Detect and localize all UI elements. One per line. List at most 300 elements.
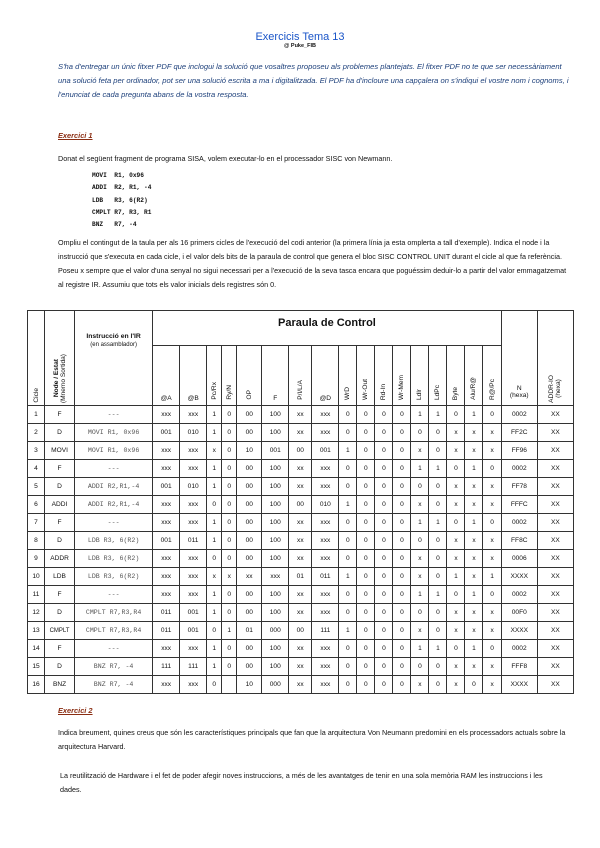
table-cell: 0 bbox=[429, 442, 447, 460]
table-cell: 1 bbox=[429, 406, 447, 424]
table-cell: 1 bbox=[207, 514, 222, 532]
page-title: Exercicis Tema 13 bbox=[255, 31, 345, 43]
table-cell: xx bbox=[289, 676, 312, 694]
table-cell: 0 bbox=[375, 424, 393, 442]
table-cell: x bbox=[483, 676, 501, 694]
table-cell: XX bbox=[537, 532, 573, 550]
column-header: Pc/Rx bbox=[210, 382, 218, 400]
table-cell: 0 bbox=[222, 514, 237, 532]
table-cell: 0 bbox=[375, 550, 393, 568]
table-cell: 0 bbox=[429, 676, 447, 694]
table-row bbox=[28, 676, 574, 694]
control-word-table bbox=[27, 310, 574, 694]
cell-cicle: 13 bbox=[28, 622, 45, 640]
table-cell: 1 bbox=[465, 640, 483, 658]
table-cell: 00 bbox=[237, 406, 262, 424]
table-cell: xxx bbox=[312, 532, 339, 550]
table-cell: XX bbox=[537, 424, 573, 442]
cell-cicle: 16 bbox=[28, 676, 45, 694]
header-instruction-sub: (en assamblador) bbox=[90, 342, 137, 348]
table-cell: 0 bbox=[222, 424, 237, 442]
table-cell: 1 bbox=[411, 514, 429, 532]
table-cell: FF8C bbox=[501, 532, 537, 550]
table-cell: 00 bbox=[237, 604, 262, 622]
table-cell: 100 bbox=[262, 550, 289, 568]
table-cell: 011 bbox=[153, 622, 180, 640]
table-cell: x bbox=[483, 550, 501, 568]
table-cell: x bbox=[411, 550, 429, 568]
table-cell: 0 bbox=[411, 424, 429, 442]
table-cell: XX bbox=[537, 568, 573, 586]
table-cell: 100 bbox=[262, 514, 289, 532]
table-cell: 0 bbox=[393, 586, 411, 604]
table-cell: 111 bbox=[180, 658, 207, 676]
table-cell: xx bbox=[289, 640, 312, 658]
table-cell: 0 bbox=[393, 406, 411, 424]
table-cell: 0 bbox=[393, 676, 411, 694]
table-cell: 00 bbox=[237, 640, 262, 658]
table-cell: xxx bbox=[312, 676, 339, 694]
table-cell: xxx bbox=[312, 586, 339, 604]
table-cell: x bbox=[465, 658, 483, 676]
table-cell: 0 bbox=[411, 604, 429, 622]
table-cell: xx bbox=[289, 406, 312, 424]
table-header bbox=[28, 311, 574, 406]
table-cell: 1 bbox=[411, 640, 429, 658]
table-cell: xxx bbox=[312, 424, 339, 442]
table-cell: 00 bbox=[237, 550, 262, 568]
table-cell: 0 bbox=[483, 640, 501, 658]
exercise-1-statement: Donat el següent fragment de programa SISA, volem executar-lo en el processador SISC von Newmann. bbox=[58, 154, 393, 163]
table-cell: 00 bbox=[289, 622, 312, 640]
table-cell: 100 bbox=[262, 424, 289, 442]
table-cell: xxx bbox=[262, 568, 289, 586]
header-node-sub: (Mnemo Sortida) bbox=[59, 353, 67, 403]
table-cell: 100 bbox=[262, 604, 289, 622]
table-cell: xxx bbox=[312, 406, 339, 424]
table-cell: 0 bbox=[222, 604, 237, 622]
header-instruction: Instrucció en l'IR bbox=[86, 333, 141, 340]
table-row bbox=[28, 424, 574, 442]
table-cell: 0 bbox=[222, 442, 237, 460]
table-cell: xxx bbox=[180, 406, 207, 424]
table-cell: XXXX bbox=[501, 622, 537, 640]
table-cell: 00 bbox=[237, 496, 262, 514]
table-cell: x bbox=[465, 568, 483, 586]
cell-cicle: 5 bbox=[28, 478, 45, 496]
table-cell: 1 bbox=[465, 406, 483, 424]
table-cell: 0 bbox=[339, 604, 357, 622]
table-cell: x bbox=[411, 676, 429, 694]
table-cell: 10 bbox=[237, 676, 262, 694]
table-cell: 100 bbox=[262, 406, 289, 424]
table-cell: x bbox=[411, 442, 429, 460]
cell-node: ADDR bbox=[45, 550, 75, 568]
table-cell: 0 bbox=[357, 514, 375, 532]
table-cell: 001 bbox=[312, 442, 339, 460]
table-cell: XX bbox=[537, 640, 573, 658]
table-cell: x bbox=[411, 496, 429, 514]
column-header: Ldlr bbox=[416, 389, 424, 400]
table-row bbox=[28, 496, 574, 514]
cell-node: D bbox=[45, 478, 75, 496]
table-cell: x bbox=[483, 478, 501, 496]
table-cell: 0 bbox=[339, 514, 357, 532]
table-cell: 0 bbox=[393, 658, 411, 676]
cell-instruction: --- bbox=[75, 460, 153, 478]
table-cell: XX bbox=[537, 406, 573, 424]
column-header: P/I/L/A bbox=[296, 380, 304, 400]
column-header: Alu/R@ bbox=[470, 377, 478, 400]
table-cell: 00 bbox=[237, 532, 262, 550]
column-header: OP bbox=[245, 390, 253, 400]
cell-cicle: 15 bbox=[28, 658, 45, 676]
table-cell: 0 bbox=[222, 550, 237, 568]
table-cell: x bbox=[207, 568, 222, 586]
header-paraula-control: Paraula de Control bbox=[278, 317, 376, 329]
table-cell: 0 bbox=[357, 640, 375, 658]
table-cell: x bbox=[465, 496, 483, 514]
code-line: LDB R3, 6(R2) bbox=[92, 196, 148, 204]
table-body bbox=[28, 406, 574, 694]
table-cell: x bbox=[465, 424, 483, 442]
table-cell: 00 bbox=[237, 478, 262, 496]
table-cell: xxx bbox=[312, 460, 339, 478]
cell-instruction: BNZ R7, -4 bbox=[75, 676, 153, 694]
table-cell: xxx bbox=[312, 658, 339, 676]
code-line: CMPLT R7, R3, R1 bbox=[92, 208, 152, 216]
table-cell: 0002 bbox=[501, 406, 537, 424]
column-header: @B bbox=[187, 395, 199, 402]
table-cell: xxx bbox=[153, 676, 180, 694]
table-cell: 0 bbox=[357, 568, 375, 586]
table-cell: 100 bbox=[262, 586, 289, 604]
header-cicle: Cicle bbox=[32, 388, 40, 403]
table-cell: 0 bbox=[375, 658, 393, 676]
cell-cicle: 2 bbox=[28, 424, 45, 442]
table-cell: xxx bbox=[153, 460, 180, 478]
table-cell: xxx bbox=[180, 514, 207, 532]
table-row bbox=[28, 406, 574, 424]
exercise-2-statement: Indica breument, quines creus que són les característiques principals que fan que la arquitectura Von Neumann predomini en els processadors actuals sobre la arquitectura Harvard. bbox=[58, 728, 566, 751]
table-cell: xxx bbox=[180, 460, 207, 478]
table-cell: 001 bbox=[180, 604, 207, 622]
cell-instruction: LDB R3, 6(R2) bbox=[75, 550, 153, 568]
cell-instruction: MOVI R1, 0x96 bbox=[75, 442, 153, 460]
table-cell: 0 bbox=[339, 406, 357, 424]
table-cell: x bbox=[483, 496, 501, 514]
table-cell: XX bbox=[537, 496, 573, 514]
cell-node: D bbox=[45, 604, 75, 622]
table-cell: x bbox=[447, 478, 465, 496]
table-cell: xxx bbox=[153, 640, 180, 658]
table-cell: 0 bbox=[429, 568, 447, 586]
table-cell: 1 bbox=[411, 586, 429, 604]
table-cell: 0 bbox=[483, 586, 501, 604]
table-cell: x bbox=[447, 442, 465, 460]
cell-instruction: LDB R3, 6(R2) bbox=[75, 568, 153, 586]
table-cell: 0 bbox=[339, 478, 357, 496]
cell-node: F bbox=[45, 640, 75, 658]
column-header: LdPc bbox=[434, 384, 442, 400]
table-cell: 100 bbox=[262, 640, 289, 658]
table-cell: 0 bbox=[222, 406, 237, 424]
table-cell: 0 bbox=[339, 658, 357, 676]
table-row bbox=[28, 640, 574, 658]
page-subtitle: @ Puke_FIB bbox=[284, 43, 316, 49]
table-cell: 0 bbox=[429, 622, 447, 640]
table-cell: 0 bbox=[339, 586, 357, 604]
table-cell: x bbox=[483, 532, 501, 550]
table-cell: 0 bbox=[207, 550, 222, 568]
column-header: @A bbox=[160, 395, 172, 402]
table-cell: 100 bbox=[262, 496, 289, 514]
table-cell: 000 bbox=[262, 622, 289, 640]
table-cell: 0 bbox=[447, 640, 465, 658]
table-cell: 010 bbox=[180, 478, 207, 496]
table-cell: x bbox=[465, 550, 483, 568]
table-cell: 1 bbox=[339, 622, 357, 640]
cell-node: F bbox=[45, 514, 75, 532]
table-cell: 0 bbox=[222, 586, 237, 604]
table-cell: FF96 bbox=[501, 442, 537, 460]
table-cell: 010 bbox=[312, 496, 339, 514]
cell-cicle: 9 bbox=[28, 550, 45, 568]
table-cell: 0 bbox=[357, 442, 375, 460]
table-cell: 0 bbox=[222, 532, 237, 550]
table-cell: x bbox=[447, 496, 465, 514]
header-addr-sub: (hexa) bbox=[555, 379, 563, 399]
table-cell: 0 bbox=[357, 676, 375, 694]
table-cell: 0 bbox=[393, 496, 411, 514]
cell-cicle: 3 bbox=[28, 442, 45, 460]
table-cell: 1 bbox=[207, 424, 222, 442]
table-cell: x bbox=[222, 568, 237, 586]
column-header: F bbox=[273, 395, 278, 402]
table-cell: 0 bbox=[375, 442, 393, 460]
table-cell: x bbox=[447, 658, 465, 676]
table-cell: 0 bbox=[357, 532, 375, 550]
intro-paragraph: S'ha d'entregar un únic fitxer PDF que inclogui la solució que vosaltres proposeu als problemes plantejats. El fitxer PDF no te que ser necessàriament una solució feta per ordinador, pot ser una solució escrita a ma i digitalitzada. El PDF ha d'incloure una capçalera on s'indiqui el vostre nom i cognoms, i l'enunciat de cada pregunta abans de la vostra resposta. bbox=[58, 62, 569, 100]
table-cell: x bbox=[447, 532, 465, 550]
table-cell: 0 bbox=[339, 676, 357, 694]
table-cell: 0 bbox=[375, 514, 393, 532]
cell-cicle: 7 bbox=[28, 514, 45, 532]
column-header: Byte bbox=[452, 386, 460, 400]
table-cell: 001 bbox=[153, 478, 180, 496]
table-cell: 1 bbox=[207, 586, 222, 604]
table-row bbox=[28, 532, 574, 550]
table-cell: x bbox=[465, 442, 483, 460]
table-cell: xxx bbox=[180, 496, 207, 514]
table-row bbox=[28, 568, 574, 586]
table-row bbox=[28, 586, 574, 604]
table-cell: 0 bbox=[393, 640, 411, 658]
table-cell: xx bbox=[289, 604, 312, 622]
table-cell: 00 bbox=[237, 514, 262, 532]
table-cell: 000 bbox=[262, 676, 289, 694]
table-cell: FFFC bbox=[501, 496, 537, 514]
table-cell: 1 bbox=[207, 478, 222, 496]
table-cell: 100 bbox=[262, 478, 289, 496]
table-cell: 001 bbox=[153, 532, 180, 550]
table-cell: 0 bbox=[357, 622, 375, 640]
table-cell: xxx bbox=[153, 442, 180, 460]
table-cell: x bbox=[447, 676, 465, 694]
header-addr: ADDR-IO bbox=[548, 375, 556, 403]
exercise-2-heading: Exercici 2 bbox=[58, 706, 93, 715]
table-cell: 1 bbox=[411, 406, 429, 424]
table-cell: 1 bbox=[339, 496, 357, 514]
table-cell: 0 bbox=[357, 460, 375, 478]
table-cell: 0 bbox=[393, 424, 411, 442]
table-cell: 0 bbox=[393, 460, 411, 478]
table-cell: 0 bbox=[393, 514, 411, 532]
table-cell: 1 bbox=[429, 640, 447, 658]
cell-instruction: BNZ R7, -4 bbox=[75, 658, 153, 676]
table-row bbox=[28, 478, 574, 496]
cell-cicle: 8 bbox=[28, 532, 45, 550]
table-row bbox=[28, 460, 574, 478]
cell-instruction: MOVI R1, 0x96 bbox=[75, 424, 153, 442]
table-cell: 011 bbox=[180, 532, 207, 550]
table-cell: 0 bbox=[357, 586, 375, 604]
table-cell: x bbox=[447, 604, 465, 622]
cell-node: LDB bbox=[45, 568, 75, 586]
table-cell: 1 bbox=[207, 406, 222, 424]
cell-node: F bbox=[45, 586, 75, 604]
table-cell: x bbox=[465, 478, 483, 496]
cell-node: D bbox=[45, 658, 75, 676]
cell-cicle: 6 bbox=[28, 496, 45, 514]
table-cell: 1 bbox=[429, 514, 447, 532]
table-cell: x bbox=[465, 622, 483, 640]
table-cell: 0 bbox=[393, 604, 411, 622]
table-cell: 00 bbox=[289, 496, 312, 514]
table-cell: xxx bbox=[153, 514, 180, 532]
table-cell: xxx bbox=[180, 676, 207, 694]
table-cell: xx bbox=[289, 658, 312, 676]
table-cell: xxx bbox=[153, 550, 180, 568]
table-row bbox=[28, 604, 574, 622]
header-n-sub: (hexa) bbox=[509, 392, 529, 399]
cell-instruction: --- bbox=[75, 640, 153, 658]
table-cell: 0 bbox=[393, 568, 411, 586]
table-cell: 0 bbox=[207, 496, 222, 514]
table-cell: 0 bbox=[429, 496, 447, 514]
table-cell: 0 bbox=[357, 550, 375, 568]
table-cell: x bbox=[411, 568, 429, 586]
table-cell: 0 bbox=[375, 604, 393, 622]
table-cell: 0 bbox=[357, 658, 375, 676]
table-cell: 0 bbox=[357, 496, 375, 514]
cell-node: BNZ bbox=[45, 676, 75, 694]
table-cell: XX bbox=[537, 460, 573, 478]
table-cell: 0 bbox=[375, 676, 393, 694]
table-cell: 0 bbox=[411, 478, 429, 496]
cell-node: MOVI bbox=[45, 442, 75, 460]
table-cell: 0 bbox=[357, 406, 375, 424]
table-row bbox=[28, 658, 574, 676]
table-cell: xx bbox=[289, 478, 312, 496]
table-cell: xxx bbox=[180, 550, 207, 568]
table-cell: 1 bbox=[339, 568, 357, 586]
table-cell: XXXX bbox=[501, 676, 537, 694]
table-cell: x bbox=[483, 604, 501, 622]
table-cell: 00 bbox=[237, 424, 262, 442]
table-cell: xxx bbox=[153, 496, 180, 514]
column-header: Wr-Out bbox=[362, 378, 370, 400]
table-cell: 00F0 bbox=[501, 604, 537, 622]
table-cell: xxx bbox=[312, 640, 339, 658]
table-cell: 1 bbox=[207, 532, 222, 550]
table-cell: 1 bbox=[207, 658, 222, 676]
table-cell: xx bbox=[237, 568, 262, 586]
table-cell: 0 bbox=[429, 424, 447, 442]
table-cell: 1 bbox=[207, 604, 222, 622]
code-line: ADDI R2, R1, -4 bbox=[92, 184, 152, 192]
column-header: Rd-In bbox=[380, 383, 388, 400]
cell-cicle: 1 bbox=[28, 406, 45, 424]
table-cell: 010 bbox=[180, 424, 207, 442]
header-n: N bbox=[516, 385, 522, 392]
table-cell: x bbox=[447, 550, 465, 568]
table-cell: 0 bbox=[357, 424, 375, 442]
column-header: @D bbox=[319, 395, 332, 402]
table-cell: 0 bbox=[357, 478, 375, 496]
cell-instruction: --- bbox=[75, 586, 153, 604]
table-cell: 0 bbox=[411, 658, 429, 676]
table-cell: 100 bbox=[262, 658, 289, 676]
table-cell: 0 bbox=[483, 514, 501, 532]
table-cell: 00 bbox=[289, 442, 312, 460]
cell-node: D bbox=[45, 532, 75, 550]
cell-cicle: 4 bbox=[28, 460, 45, 478]
table-cell: xx bbox=[289, 460, 312, 478]
table-cell: 00 bbox=[237, 460, 262, 478]
cell-instruction: LDB R3, 6(R2) bbox=[75, 532, 153, 550]
table-cell: 0002 bbox=[501, 640, 537, 658]
table-cell: xxx bbox=[153, 586, 180, 604]
table-cell: XX bbox=[537, 658, 573, 676]
table-cell: 0 bbox=[393, 622, 411, 640]
table-cell: 111 bbox=[312, 622, 339, 640]
cell-instruction: --- bbox=[75, 406, 153, 424]
table-cell: 0 bbox=[429, 532, 447, 550]
code-block bbox=[92, 170, 151, 231]
table-cell: 0 bbox=[393, 478, 411, 496]
table-cell: 0 bbox=[339, 550, 357, 568]
table-cell: 0 bbox=[483, 406, 501, 424]
table-cell: 0002 bbox=[501, 586, 537, 604]
table-cell: 0 bbox=[357, 604, 375, 622]
table-cell: 01 bbox=[237, 622, 262, 640]
cell-instruction: ADDI R2,R1,-4 bbox=[75, 496, 153, 514]
column-header: WrD bbox=[344, 386, 352, 400]
table-cell: xxx bbox=[153, 568, 180, 586]
table-row bbox=[28, 514, 574, 532]
table-cell: xxx bbox=[180, 442, 207, 460]
table-cell: FF78 bbox=[501, 478, 537, 496]
table-cell: 00 bbox=[237, 586, 262, 604]
table-cell: 1 bbox=[207, 640, 222, 658]
table-cell: 0 bbox=[483, 460, 501, 478]
table-cell: 01 bbox=[289, 568, 312, 586]
table-cell: 001 bbox=[180, 622, 207, 640]
table-cell: x bbox=[447, 424, 465, 442]
table-cell: 1 bbox=[465, 460, 483, 478]
table-cell: XX bbox=[537, 478, 573, 496]
